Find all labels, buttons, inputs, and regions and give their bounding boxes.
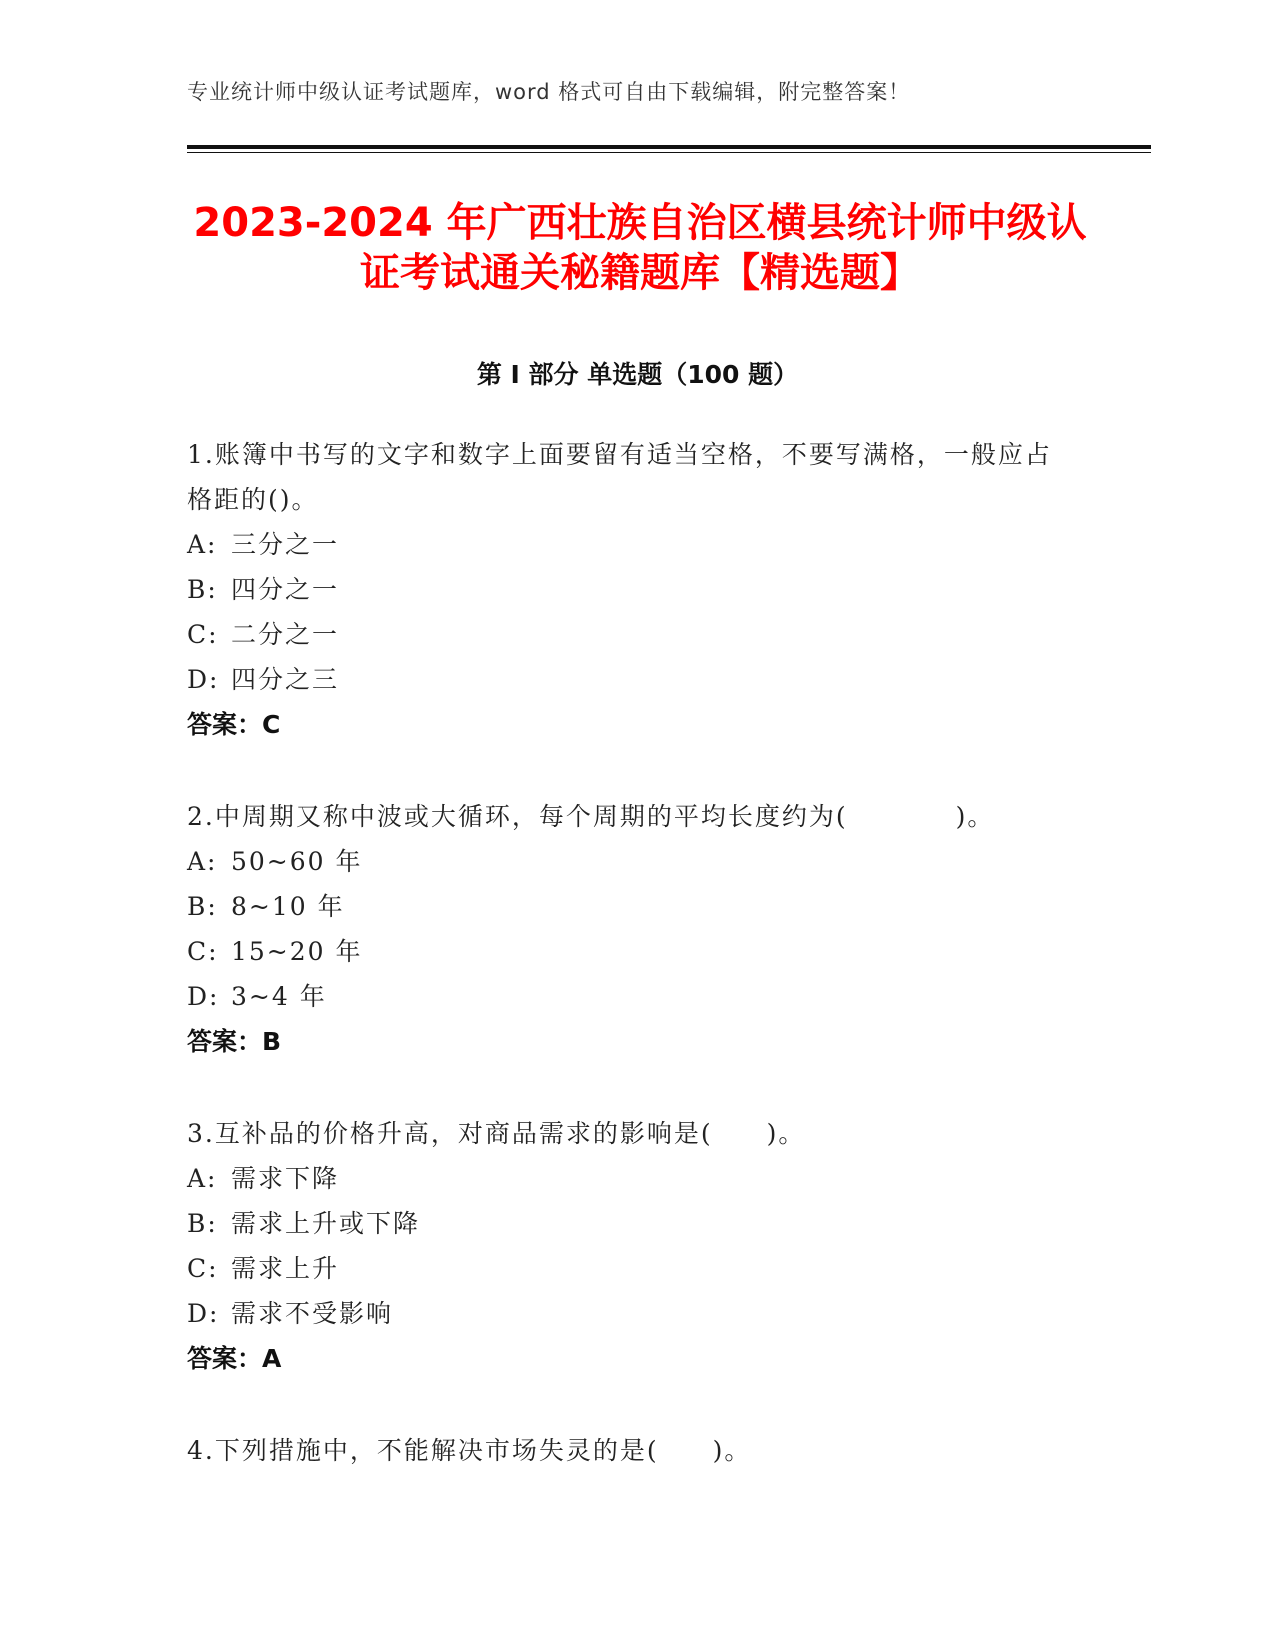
option-d [187, 1291, 1067, 1336]
option-key: A: [187, 1164, 218, 1193]
option-text: 四分之三 [231, 665, 340, 694]
question-stem: 2.中周期又称中波或大循环，每个周期的平均长度约为( )。 [187, 802, 995, 831]
option-c [187, 929, 1067, 974]
option-key: D: [187, 982, 220, 1011]
option-key: C: [187, 620, 219, 649]
option-key: D: [187, 1299, 220, 1328]
answer: 答案：B [187, 1027, 282, 1056]
question-stem: 1.账簿中书写的文字和数字上面要留有适当空格，不要写满格，一般应占格距的()。 [187, 440, 1052, 514]
section-title: 第 I 部分 单选题（100 题） [476, 360, 799, 389]
header-note: 专业统计师中级认证考试题库，word 格式可自由下载编辑，附完整答案！ [187, 80, 911, 104]
option-key: C: [187, 1254, 219, 1283]
answer: 答案：C [187, 710, 281, 739]
option-a [187, 839, 1067, 884]
option-b [187, 1201, 1067, 1246]
option-text: 四分之一 [231, 575, 340, 604]
option-text: 8~10 年 [231, 892, 345, 921]
option-b [187, 567, 1067, 612]
option-a [187, 1156, 1067, 1201]
question-2 [187, 794, 1067, 1065]
question-stem: 4.下列措施中，不能解决市场失灵的是( )。 [187, 1436, 752, 1465]
option-d [187, 657, 1067, 702]
header-rule-thin [187, 152, 1151, 153]
option-text: 3~4 年 [231, 982, 327, 1011]
option-text: 二分之一 [231, 620, 340, 649]
option-key: B: [187, 892, 218, 921]
option-key: B: [187, 1209, 218, 1238]
header-rule-thick [187, 145, 1151, 149]
option-a [187, 522, 1067, 567]
option-d [187, 974, 1067, 1019]
option-key: B: [187, 575, 218, 604]
option-text: 需求下降 [231, 1164, 340, 1193]
option-c [187, 612, 1067, 657]
question-list [187, 432, 1067, 1519]
option-c [187, 1246, 1067, 1291]
option-key: C: [187, 937, 219, 966]
option-text: 需求上升或下降 [231, 1209, 421, 1238]
option-key: A: [187, 847, 218, 876]
option-key: D: [187, 665, 220, 694]
option-text: 需求不受影响 [231, 1299, 394, 1328]
option-text: 需求上升 [231, 1254, 340, 1283]
option-text: 50~60 年 [231, 847, 363, 876]
option-key: A: [187, 530, 218, 559]
question-4 [187, 1428, 1067, 1473]
option-text: 15~20 年 [231, 937, 363, 966]
answer: 答案：A [187, 1344, 282, 1373]
question-1 [187, 432, 1067, 748]
question-3 [187, 1111, 1067, 1382]
question-stem: 3.互补品的价格升高，对商品需求的影响是( )。 [187, 1119, 806, 1148]
document-title: 2023-2024 年广西壮族自治区横县统计师中级认证考试通关秘籍题库【精选题】 [193, 200, 1087, 296]
option-b [187, 884, 1067, 929]
option-text: 三分之一 [231, 530, 340, 559]
